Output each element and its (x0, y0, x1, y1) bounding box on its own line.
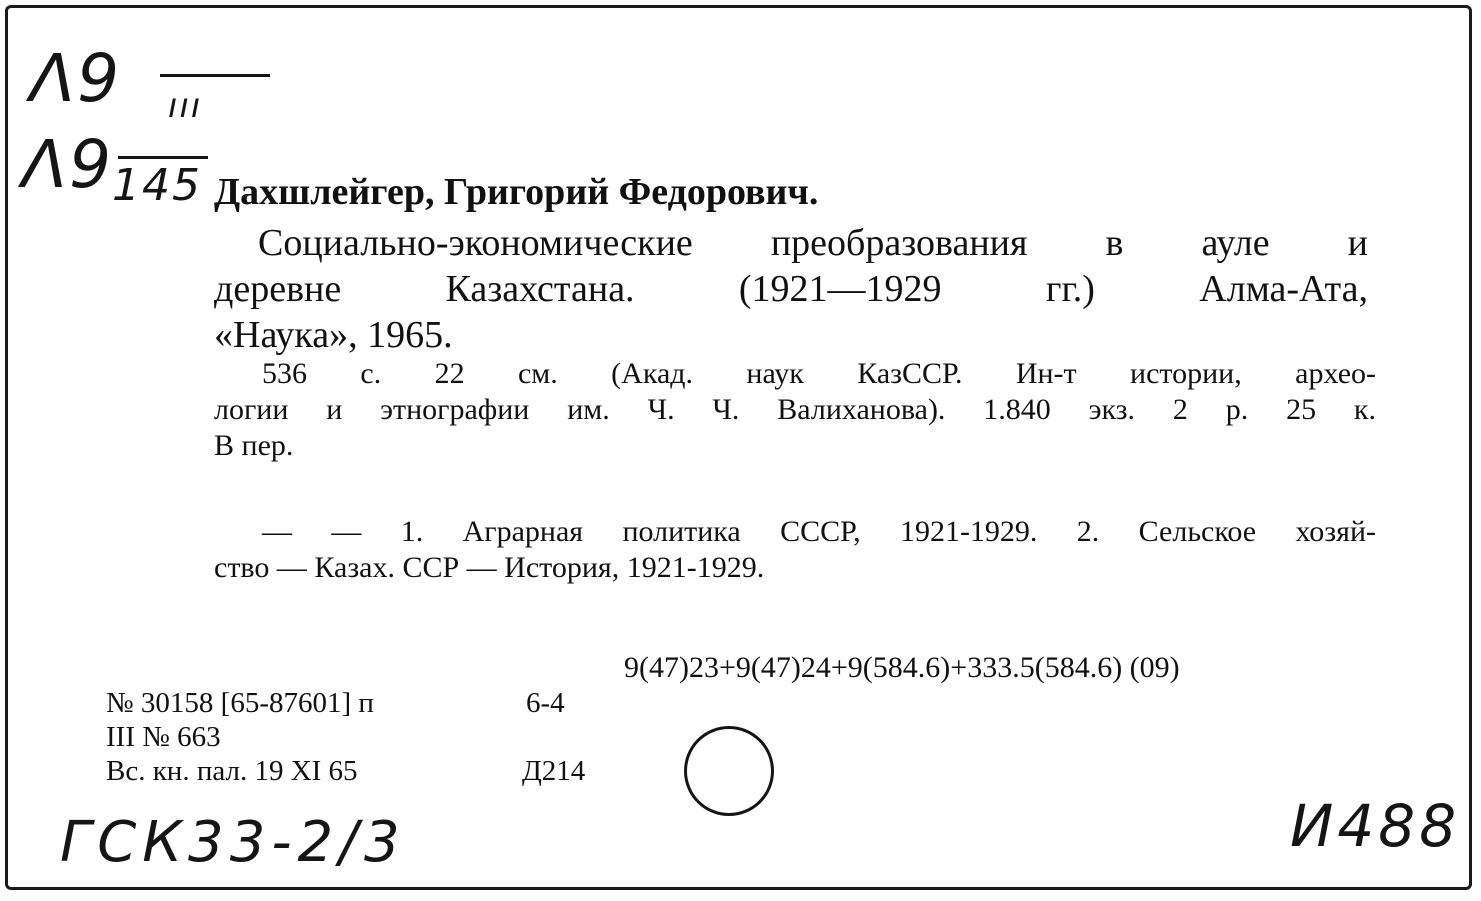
shelf-mark-top-sub: ııı (168, 86, 203, 126)
classification-index: 9(47)23+9(47)24+9(584.6)+333.5(584.6) (09) (624, 651, 1180, 684)
code-1: 6-4 (526, 687, 565, 719)
description-line: В пер. (214, 429, 294, 462)
description-line: логии и этнографии им. Ч. Ч. Валиханова). 1.840 экз. 2 р. 25 к. (214, 393, 1376, 426)
book-chamber: Вс. кн. пал. 19 XI 65 (106, 755, 358, 787)
subject-line: — — 1. Аграрная политика СССР, 1921-1929. 2. Сельское хозяй- (262, 515, 1376, 548)
title-line: деревне Казахстана. (1921—1929 гг.) Алма-Ата, (214, 268, 1368, 310)
shelf-mark-top: Λ9 (30, 40, 122, 117)
author-heading: Дахшлейгер, Григорий Федорович. (214, 171, 819, 213)
series-number: III № 663 (106, 721, 221, 753)
circle-mark-icon (684, 726, 774, 816)
record-number: № 30158 [65-87601] п (106, 687, 374, 719)
inventory-mark: ГСК33-2/3 (60, 810, 406, 875)
description-line: 536 с. 22 см. (Акад. наук КазССР. Ин-т истории, архео- (262, 357, 1376, 390)
shelf-mark-bottom: Λ9 (22, 126, 114, 203)
code-2: Д214 (522, 755, 586, 787)
title-line: «Наука», 1965. (214, 314, 453, 356)
title-line: Социально-экономические преобразования в ауле и (258, 222, 1368, 264)
handwritten-number: И488 (1290, 792, 1461, 860)
subject-line: ство — Казах. ССР — История, 1921-1929. (214, 551, 765, 584)
shelf-mark-bottom-bar (118, 156, 208, 159)
shelf-mark-top-bar (160, 74, 270, 77)
shelf-mark-bottom-sub: 145 (112, 160, 202, 211)
